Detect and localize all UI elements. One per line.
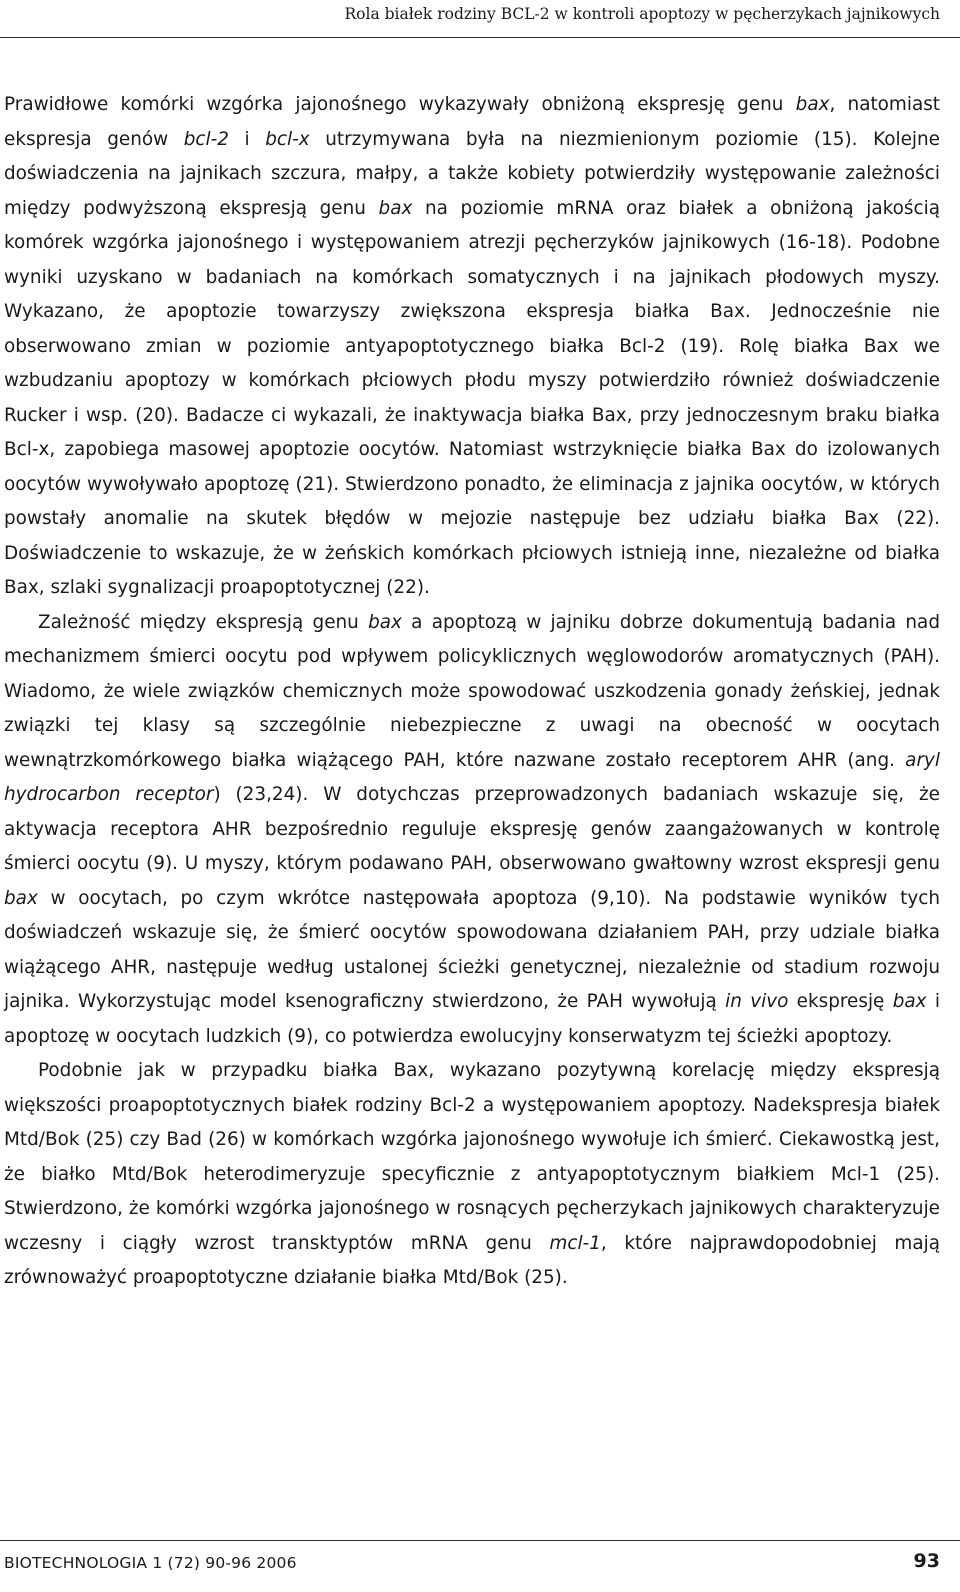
text-run: i apoptozę w oocytach ludzkich (9), co potwierdza ewolucyjny konserwatyzm tej ścieżki apoptozy. <box>4 991 940 1047</box>
text-run: w oocytach, po czym wkrótce następowała apoptoza (9,10). Na podstawie wyników tych doświadczeń wskazuje się, że śmierć oocytów spowodowana działaniem PAH, przy udziale białka wiążącego AHR, następuje według ustalonej ścieżki genetycznej, niezależnie od stadium rozwoju jajnika. Wykorzystując model ksenograficzny stwierdzono, że PAH wywołują <box>4 887 940 1012</box>
journal-citation: BIOTECHNOLOGIA 1 (72) 90-96 2006 <box>4 1554 297 1572</box>
italic-term: bax <box>892 991 927 1012</box>
footer-rule <box>0 1540 960 1541</box>
article-body <box>4 88 940 1296</box>
running-header: Rola białek rodziny BCL-2 w kontroli apoptozy w pęcherzykach jajnikowych <box>344 5 940 23</box>
text-run: ) (23,24). W dotychczas przeprowadzonych badaniach wskazuje się, że aktywacja receptora AHR bezpośrednio reguluje ekspresję genów zaangażowanych w kontrolę śmierci oocytu (9). U myszy, którym podawano PAH, obserwowano gwałtowny wzrost ekspresji genu <box>4 784 940 874</box>
italic-term: bcl-2 <box>183 128 229 150</box>
italic-term: bcl-x <box>265 128 310 150</box>
text-run: utrzymywana była na niezmienionym poziomie (15). Kolejne doświadczenia na jajnikach szczura, małpy, a także kobiety potwierdziły występowanie zależności między podwyższoną ekspresją genu <box>4 128 940 219</box>
body-paragraph <box>4 606 940 1055</box>
text-run: i <box>228 128 266 150</box>
page-number: 93 <box>913 1550 940 1572</box>
text-run: a apoptozą w jajniku dobrze dokumentują badania nad mechanizmem śmierci oocytu pod wpływem policyklicznych węglowodorów aromatycznych (PAH). Wiadomo, że wiele związków chemicznych może spowodować uszkodzenia gonady żeńskiej, jednak związki tej klasy są szczególnie niebezpieczne z uwagi na obecność w oocytach wewnątrzkomórkowego białka wiążącego PAH, które nazwane zostało receptorem AHR (ang. <box>4 611 940 771</box>
body-paragraph <box>4 88 940 606</box>
italic-term: bax <box>378 197 413 219</box>
text-run: , które najprawdopodobniej mają zrównoważyć proapoptotyczne działanie białka Mtd/Bok (25). <box>4 1232 940 1288</box>
text-run: ekspresję <box>788 991 893 1012</box>
text-run: Podobnie jak w przypadku białka Bax, wykazano pozytywną korelację między ekspresją większości proapoptotycznych białek rodziny Bcl-2 a występowaniem apoptozy. Nadekspresja białek Mtd/Bok (25) czy Bad (26) w komórkach wzgórka jajonośnego wywołuje ich śmierć. Ciekawostką jest, że białko Mtd/Bok heterodimeryzuje specyficznie z antyapoptotycznym białkiem Mcl-1 (25). Stwierdzono, że komórki wzgórka jajonośnego w rosnących pęcherzykach jajnikowych charakteryzuje wczesny i ciągły wzrost transktyptów mRNA genu <box>4 1060 940 1254</box>
italic-term: in vivo <box>725 991 789 1012</box>
text-run: na poziomie mRNA oraz białek a obniżoną jakością komórek wzgórka jajonośnego i występowaniem atrezji pęcherzyków jajnikowych (16-18). Podobne wyniki uzyskano w badaniach na komórkach somatycznych i na jajnikach płodowych myszy. Wykazano, że apoptozie towarzyszy zwiększona ekspresja białka Bax. Jednocześnie nie obserwowano zmian w poziomie antyapoptotycznego białka Bcl-2 (19). Rolę białka Bax we wzbudzaniu apoptozy w komórkach płciowych płodu myszy potwierdziło również doświadczenie Rucker i wsp. (20). Badacze ci wykazali, że inaktywacja białka Bax, przy jednoczesnym braku białka Bcl-x, zapobiega masowej apoptozie oocytów. Natomiast wstrzyknięcie białka Bax do izolowanych oocytów wywoływało apoptozę (21). Stwierdzono ponadto, że eliminacja z jajnika oocytów, w których powstały anomalie na skutek błędów w mejozie następuje bez udziału białka Bax (22). Doświadczenie to wskazuje, że w żeńskich komórkach płciowych istnieją inne, niezależne od białka Bax, szlaki sygnalizacji proapoptotycznej (22). <box>4 197 940 598</box>
italic-term: bax <box>368 611 402 633</box>
italic-term: aryl hydrocarbon receptor <box>4 749 940 805</box>
body-paragraph <box>4 1054 940 1296</box>
text-run: Prawidłowe komórki wzgórka jajonośnego wykazywały obniżoną ekspresję genu <box>4 94 796 115</box>
text-run: Zależność między ekspresją genu <box>38 611 369 633</box>
italic-term: bax <box>795 94 830 115</box>
italic-term: mcl-1 <box>549 1232 601 1254</box>
italic-term: bax <box>4 887 38 909</box>
text-run: , natomiast ekspresja genów <box>4 94 941 150</box>
header-rule <box>0 37 960 38</box>
